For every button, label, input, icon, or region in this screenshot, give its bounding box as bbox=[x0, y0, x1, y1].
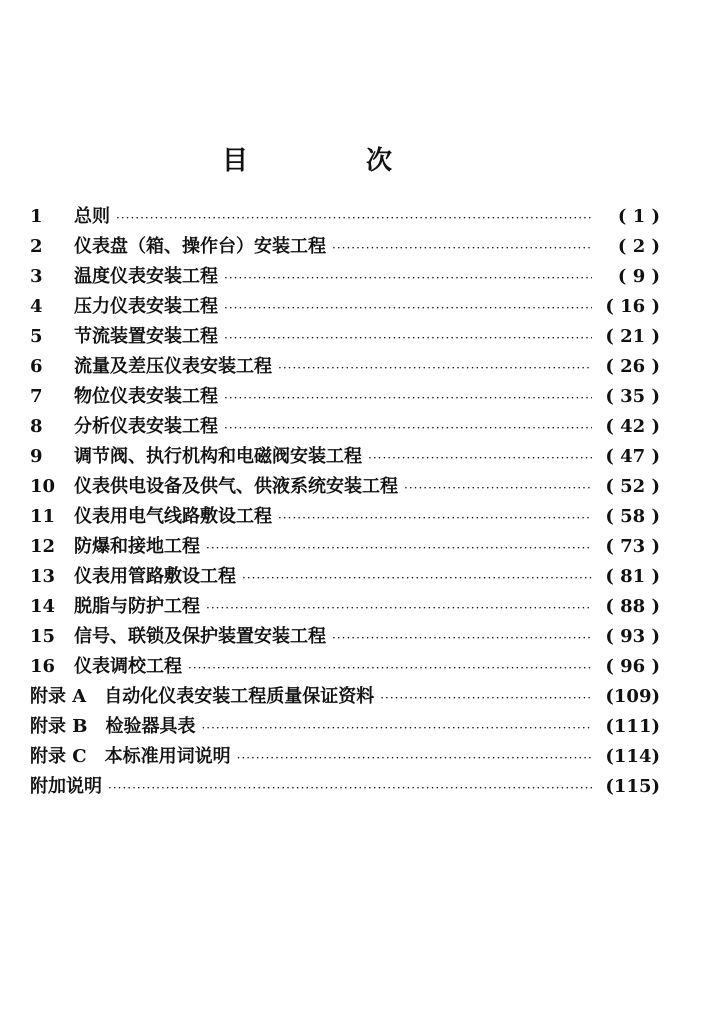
entry-page: ( 26 ) bbox=[605, 356, 660, 377]
entry-number: 14 bbox=[30, 596, 56, 617]
toc-entry[interactable] bbox=[30, 412, 660, 442]
entry-label: 物位仪表安装工程 bbox=[74, 386, 218, 407]
toc-entry[interactable] bbox=[30, 502, 660, 532]
entry-page: ( 81 ) bbox=[605, 566, 660, 587]
dot-leader bbox=[332, 241, 592, 255]
entry-page: ( 35 ) bbox=[605, 386, 660, 407]
entry-number: 9 bbox=[30, 446, 43, 467]
entry-label: 仪表用电气线路敷设工程 bbox=[74, 506, 272, 527]
toc-entry[interactable] bbox=[30, 652, 660, 682]
entry-label: 温度仪表安装工程 bbox=[74, 266, 218, 287]
entry-page: ( 96 ) bbox=[605, 656, 660, 677]
entry-page: ( 21 ) bbox=[605, 326, 660, 347]
entry-number: 8 bbox=[30, 416, 43, 437]
entry-label: 调节阀、执行机构和电磁阀安装工程 bbox=[74, 446, 362, 467]
toc-entry[interactable] bbox=[30, 202, 660, 232]
entry-label: 节流装置安装工程 bbox=[74, 326, 218, 347]
entry-page: ( 58 ) bbox=[605, 506, 660, 527]
entry-label: 附录 A 自动化仪表安装工程质量保证资料 bbox=[30, 686, 375, 707]
entry-page: ( 93 ) bbox=[605, 626, 660, 647]
entry-label: 压力仪表安装工程 bbox=[74, 296, 218, 317]
toc-entry-appendix[interactable] bbox=[30, 682, 660, 712]
toc-entry-appendix[interactable] bbox=[30, 772, 660, 802]
entry-page: (115) bbox=[605, 776, 660, 797]
entry-number: 10 bbox=[30, 476, 56, 497]
entry-number: 11 bbox=[30, 506, 56, 527]
entry-number: 16 bbox=[30, 656, 56, 677]
dot-leader bbox=[206, 601, 592, 615]
entry-page: ( 16 ) bbox=[605, 296, 660, 317]
toc-entry[interactable] bbox=[30, 292, 660, 322]
dot-leader bbox=[116, 211, 592, 225]
dot-leader bbox=[224, 301, 592, 315]
toc-entry[interactable] bbox=[30, 442, 660, 472]
entry-page: ( 2 ) bbox=[617, 236, 660, 257]
entry-label: 流量及差压仪表安装工程 bbox=[74, 356, 272, 377]
entry-label: 附加说明 bbox=[30, 776, 102, 797]
dot-leader bbox=[278, 361, 592, 375]
entry-label: 防爆和接地工程 bbox=[74, 536, 200, 557]
entry-number: 15 bbox=[30, 626, 56, 647]
dot-leader bbox=[368, 451, 592, 465]
dot-leader bbox=[224, 421, 592, 435]
toc-entry[interactable] bbox=[30, 532, 660, 562]
entry-number: 13 bbox=[30, 566, 56, 587]
dot-leader bbox=[404, 481, 592, 495]
entry-page: (109) bbox=[605, 686, 660, 707]
toc-entry[interactable] bbox=[30, 262, 660, 292]
entry-number: 2 bbox=[30, 236, 43, 257]
dot-leader bbox=[224, 271, 592, 285]
toc-entry-appendix[interactable] bbox=[30, 742, 660, 772]
entry-label: 分析仪表安装工程 bbox=[74, 416, 218, 437]
toc-entry[interactable] bbox=[30, 592, 660, 622]
entry-label: 信号、联锁及保护装置安装工程 bbox=[74, 626, 326, 647]
toc-entry[interactable] bbox=[30, 562, 660, 592]
entry-label: 仪表调校工程 bbox=[74, 656, 182, 677]
entry-page: ( 1 ) bbox=[617, 206, 660, 227]
dot-leader bbox=[224, 331, 592, 345]
entry-number: 4 bbox=[30, 296, 43, 317]
entry-label: 仪表用管路敷设工程 bbox=[74, 566, 236, 587]
entry-page: ( 73 ) bbox=[605, 536, 660, 557]
toc-entry[interactable] bbox=[30, 322, 660, 352]
entry-number: 7 bbox=[30, 386, 43, 407]
dot-leader bbox=[278, 511, 592, 525]
entry-page: (111) bbox=[605, 716, 660, 737]
entry-number: 6 bbox=[30, 356, 43, 377]
entry-page: ( 88 ) bbox=[605, 596, 660, 617]
entry-label: 附录 C 本标准用词说明 bbox=[30, 746, 231, 767]
dot-leader bbox=[108, 781, 592, 795]
entry-page: ( 52 ) bbox=[605, 476, 660, 497]
toc-entry[interactable] bbox=[30, 472, 660, 502]
entry-label: 附录 B 检验器具表 bbox=[30, 716, 196, 737]
toc-entry[interactable] bbox=[30, 622, 660, 652]
entry-number: 12 bbox=[30, 536, 56, 557]
entry-label: 仪表供电设备及供气、供液系统安装工程 bbox=[74, 476, 398, 497]
table-of-contents bbox=[30, 202, 660, 802]
entry-page: (114) bbox=[605, 746, 660, 767]
entry-label: 总则 bbox=[74, 206, 110, 227]
toc-entry[interactable] bbox=[30, 382, 660, 412]
entry-number: 5 bbox=[30, 326, 43, 347]
toc-entry-appendix[interactable] bbox=[30, 712, 660, 742]
entry-page: ( 42 ) bbox=[605, 416, 660, 437]
dot-leader bbox=[242, 571, 592, 585]
dot-leader bbox=[206, 541, 592, 555]
page-title: 目 次 bbox=[221, 146, 438, 176]
dot-leader bbox=[224, 391, 592, 405]
dot-leader bbox=[201, 721, 592, 735]
entry-number: 1 bbox=[30, 206, 43, 227]
entry-label: 脱脂与防护工程 bbox=[74, 596, 200, 617]
dot-leader bbox=[380, 691, 592, 705]
entry-number: 3 bbox=[30, 266, 43, 287]
entry-page: ( 9 ) bbox=[617, 266, 660, 287]
entry-page: ( 47 ) bbox=[605, 446, 660, 467]
dot-leader bbox=[188, 661, 592, 675]
toc-entry[interactable] bbox=[30, 232, 660, 262]
dot-leader bbox=[332, 631, 592, 645]
dot-leader bbox=[237, 751, 592, 765]
entry-label: 仪表盘（箱、操作台）安装工程 bbox=[74, 236, 326, 257]
toc-entry[interactable] bbox=[30, 352, 660, 382]
